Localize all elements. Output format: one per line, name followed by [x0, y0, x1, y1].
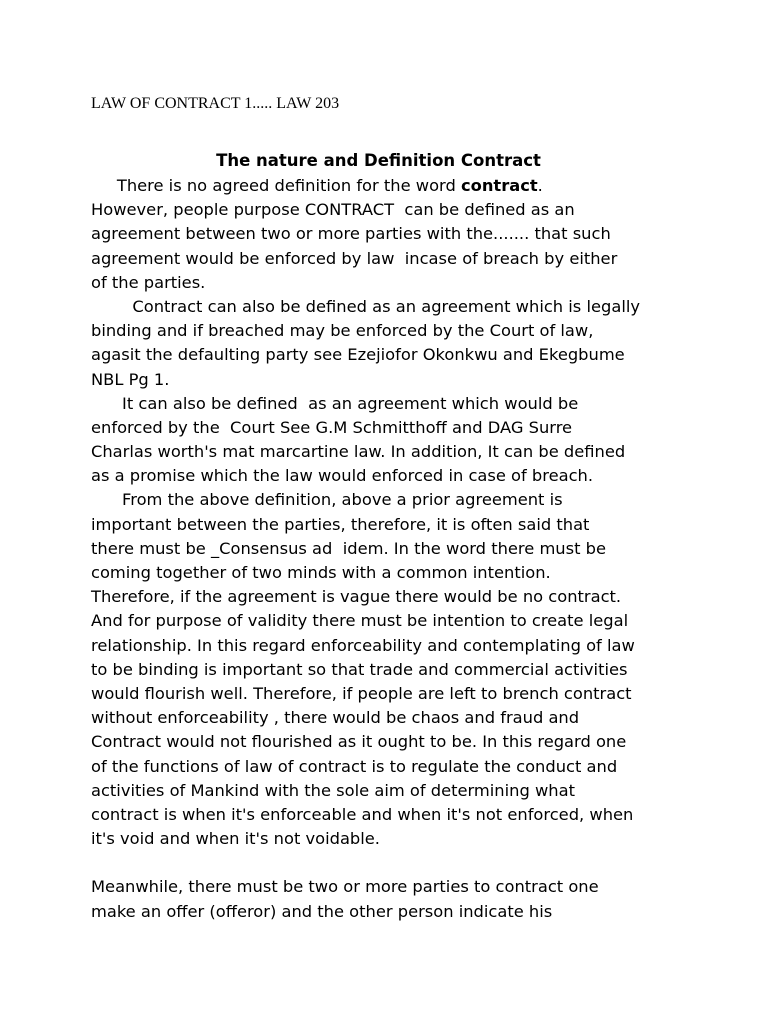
body-text: [91, 174, 711, 924]
text-line: [91, 851, 711, 875]
text-line: contract is when it's enforceable and when it's not enforced, when: [91, 804, 634, 824]
text-line: as a promise which the law would enforced in case of breach.: [91, 466, 594, 486]
text-line: However, people purpose CONTRACT can be defined as an: [91, 200, 575, 220]
text-line-intro: [91, 174, 711, 198]
text-line: important between the parties, therefore, it is often said that: [91, 514, 590, 534]
text-line: of the functions of law of contract is to regulate the conduct and: [91, 756, 618, 776]
text-line: would flourish well. Therefore, if people are left to brench contract: [91, 683, 632, 703]
text-line: relationship. In this regard enforceability and contemplating of law: [91, 635, 635, 655]
text-line: Therefore, if the agreement is vague there would be no contract.: [91, 587, 622, 607]
text-line: It can also be defined as an agreement which would be: [91, 393, 579, 413]
text-line: without enforceability , there would be chaos and fraud and: [91, 708, 580, 728]
text-line: Charlas worth's mat marcartine law. In addition, It can be defined: [91, 442, 626, 462]
document-title: The nature and Definition Contract: [216, 151, 541, 170]
text-line: coming together of two minds with a common intention.: [91, 563, 551, 582]
text-line: there must be _Consensus ad idem. In the word there must be: [91, 538, 607, 558]
text-line: to be binding is important so that trade and commercial activities: [91, 659, 628, 679]
text-line: binding and if breached may be enforced by the Court of law,: [91, 321, 594, 341]
intro-text: There is no agreed definition for the word: [91, 176, 461, 195]
text-line: NBL Pg 1.: [91, 369, 170, 389]
text-line: From the above definition, above a prior agreement is: [91, 490, 563, 510]
text-line: activities of Mankind with the sole aim of determining what: [91, 780, 575, 800]
text-line: enforced by the Court See G.M Schmitthoff and DAG Surre: [91, 417, 573, 437]
text-line: agreement would be enforced by law incase of breach by either: [91, 248, 618, 268]
text-line: Meanwhile, there must be two or more parties to contract one: [91, 877, 599, 897]
text-line: agreement between two or more parties with the....... that such: [91, 224, 611, 244]
text-line: of the parties.: [91, 272, 206, 292]
text-line: make an offer (offeror) and the other person indicate his: [91, 901, 553, 921]
intro-punctuation: .: [537, 176, 543, 195]
text-line: agasit the defaulting party see Ezejiofor Okonkwu and Ekegbume: [91, 345, 625, 365]
text-line: And for purpose of validity there must be intention to create legal: [91, 611, 629, 631]
course-header: LAW OF CONTRACT 1..... LAW 203: [91, 95, 340, 112]
text-line: Contract can also be defined as an agreement which is legally: [91, 296, 640, 316]
text-line: Contract would not flourished as it ought to be. In this regard one: [91, 732, 627, 752]
text-line: it's void and when it's not voidable.: [91, 829, 380, 849]
bold-term-contract: contract: [460, 176, 538, 195]
